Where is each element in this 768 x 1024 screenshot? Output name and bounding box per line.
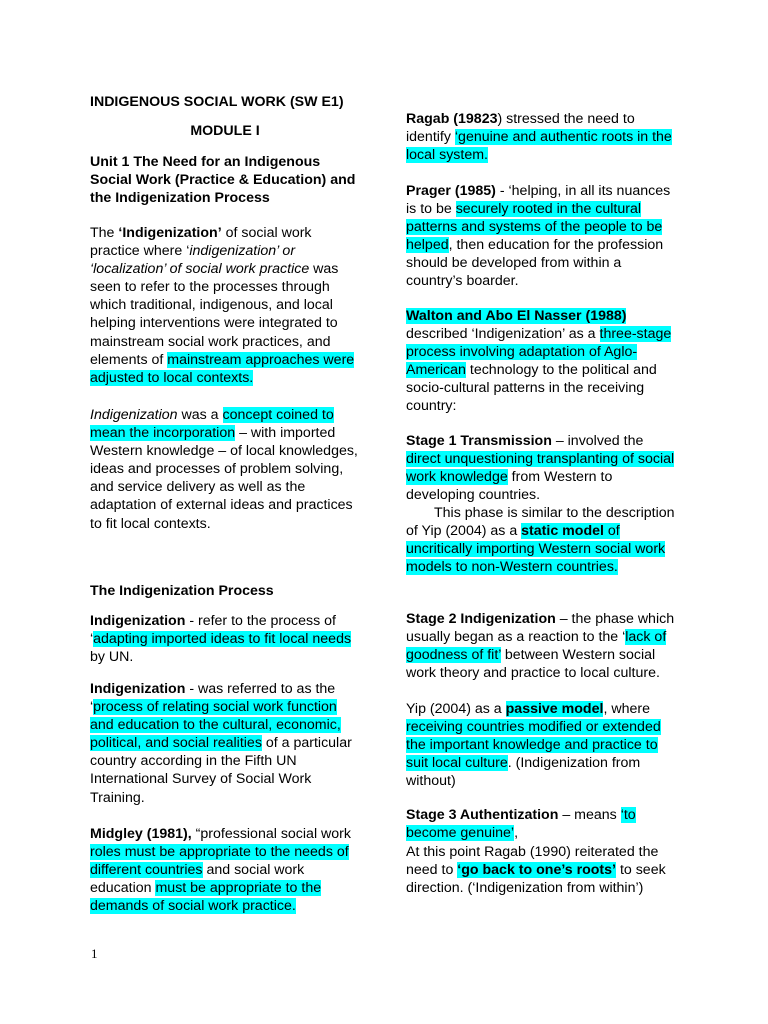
- paragraph-static-model: This phase is similar to the description of Yip (2004) as a static model of uncritically importing Western social work models to non-Western countries.: [406, 505, 675, 576]
- unit-heading: Unit 1 The Need for an Indigenous Social Work (Practice & Education) and the Indigenization Process: [90, 154, 356, 207]
- paragraph-passive-model: Yip (2004) as a passive model, where receiving countries modified or extended the important knowledge and practice to suit local culture. (Indigenization from without): [406, 701, 661, 790]
- document-title: INDIGENOUS SOCIAL WORK (SW E1): [90, 94, 344, 110]
- paragraph-ragab: Ragab (19823) stressed the need to identify ‘genuine and authentic roots in the local system.: [406, 111, 672, 164]
- paragraph-stage-1: Stage 1 Transmission – involved the direct unquestioning transplanting of social work knowledge from Western to developing countries.: [406, 433, 675, 504]
- paragraph-indigenization-definition: The ‘Indigenization’ of social work practice where ‘indigenization’ or ‘localization’ of social work practice was seen to refer to the processes through which traditional, indigenous, and local helping interventions were integrated to mainstream social work practices, and elements of mainstream approaches were adjusted to local contexts.: [90, 225, 355, 386]
- paragraph-stage-2: Stage 2 Indigenization – the phase which usually began as a reaction to the ‘lack of goodness of fit’ between Western social work theory and practice to local culture.: [406, 611, 675, 682]
- paragraph-un-definition: Indigenization - refer to the process of ‘adapting imported ideas to fit local needs by UN.: [90, 613, 352, 666]
- module-heading: MODULE I: [190, 123, 260, 139]
- paragraph-prager: Prager (1985) - ‘helping, in all its nuances is to be securely rooted in the cultural patterns and systems of the people to be helped, then education for the profession should be developed from within a country’s boarder.: [406, 183, 671, 290]
- paragraph-stage-3: Stage 3 Authentization – means ‘to become genuine’,: [406, 807, 636, 842]
- page-number: 1: [91, 946, 98, 961]
- paragraph-un-survey: Indigenization - was referred to as the ‘process of relating social work function and education to the cultural, economic, political, and social realities of a particular country according in the Fifth UN International Survey of Social Work Training.: [90, 681, 352, 806]
- section-heading: The Indigenization Process: [90, 583, 274, 599]
- paragraph-midgley: Midgley (1981), “professional social work roles must be appropriate to the needs of different countries and social work education must be appropriate to the demands of social work practice.: [90, 826, 351, 915]
- paragraph-walton-abo-el-nasser: Walton and Abo El Nasser (1988) described ‘Indigenization’ as a three-stage process involving adaptation of Aglo-American technology to the political and socio-cultural patterns in the receiving country:: [406, 308, 672, 415]
- paragraph-go-back-to-roots: At this point Ragab (1990) reiterated the need to ‘go back to one’s roots’ to seek direction. (‘Indigenization from within’): [406, 844, 666, 897]
- paragraph-indigenization-concept: Indigenization was a concept coined to mean the incorporation – with imported Western knowledge – of local knowledges, ideas and processes of problem solving, and service delivery as well as the adaptation of external ideas and practices to fit local contexts.: [90, 407, 358, 532]
